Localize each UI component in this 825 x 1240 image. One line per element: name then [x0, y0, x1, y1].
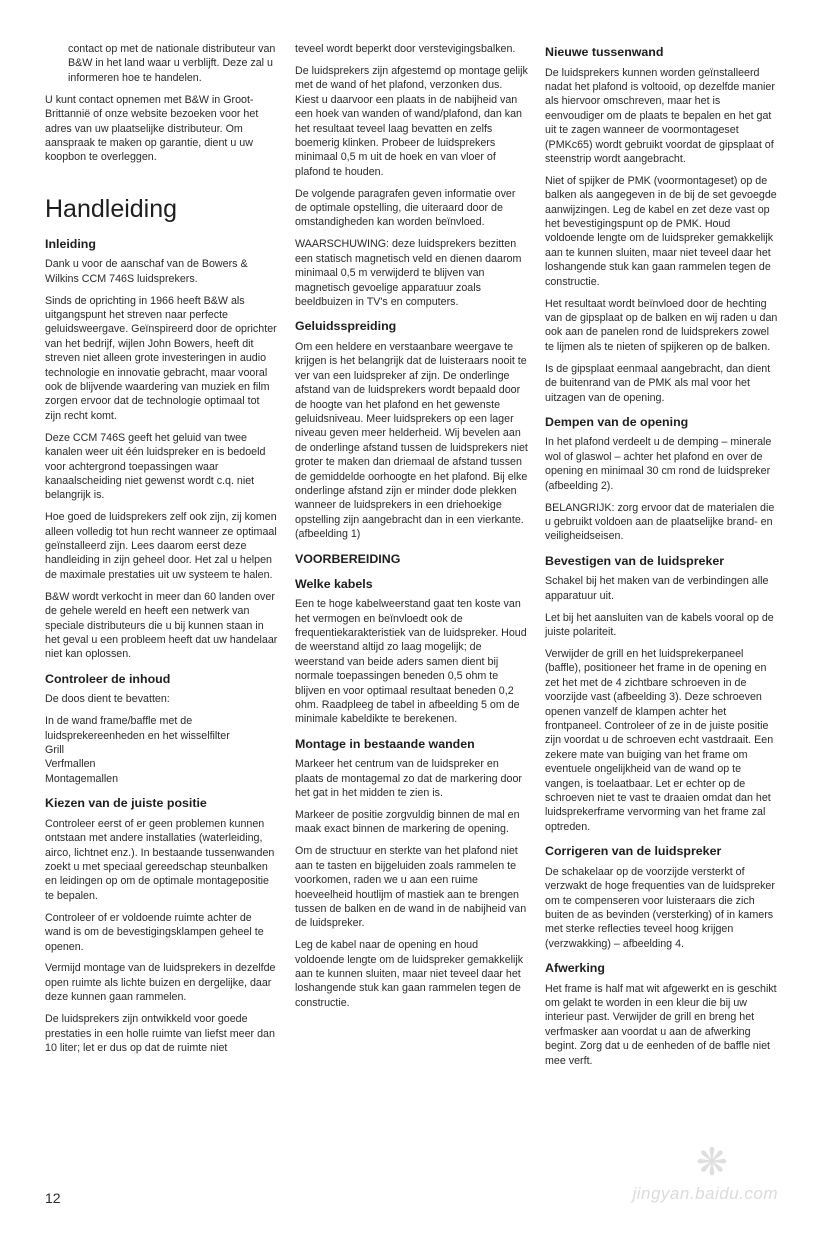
- paragraph: Dank u voor de aanschaf van de Bowers & Wilkins CCM 746S luidsprekers.: [45, 258, 248, 285]
- heading-corrigeren-luidspreker: Corrigeren van de luidspreker: [545, 844, 722, 859]
- paragraph: Let bij het aansluiten van de kabels vooral op de juiste polariteit.: [545, 611, 774, 638]
- paw-logo-icon: ❋: [696, 1142, 728, 1184]
- paragraph: Controleer eerst of er geen problemen kunnen ontstaan met andere installaties (waterleiding, airco, lichtnet enz.). In bestaande tussenwanden zoekt u met speciaal gereedschap steunbalken en leidingen op om de optimale montagepositie te bepalen.: [45, 817, 275, 902]
- list-item: Verfmallen: [45, 758, 96, 771]
- paragraph: Verwijder de grill en het luidsprekerpaneel (baffle), positioneer het frame in de opening en zet het met de 4 zichtbare schroeven in de voorzijde vast (afbeelding 3). Deze schroeven openen vanzelf de klampen achter het frontpaneel. Controleer of ze in de juiste positie zijn voordat u de schroeven echt vastdraait. Een zekere mate van buiging van het frame om eventuele ongelijkheid van de wand op te vangen, is toelaatbaar. Let er echter op de schroeven niet te vast te draaien omdat dan het luidsprekerframe vervorming van het frame zal optreden.: [545, 647, 774, 833]
- heading-welke-kabels: Welke kabels: [295, 576, 373, 591]
- paragraph-continued: teveel wordt beperkt door verstevigingsbalken.: [295, 43, 516, 55]
- paragraph: De luidsprekers kunnen worden geïnstalleerd nadat het plafond is voltooid, op dezelfde manier als hiervoor omschreven, maar het is eenvoudiger om de plaats te bepalen en het gat uit te zagen wanneer de voormontageset (PMKc65) wordt gebruikt voordat de gipsplaat of steenstrip wordt aangebracht.: [545, 66, 775, 165]
- paragraph: De doos dient te bevatten:: [45, 693, 170, 706]
- column-left: [45, 42, 278, 1063]
- column-middle: [295, 42, 528, 1018]
- heading-afwerking: Afwerking: [545, 961, 605, 976]
- paragraph: Markeer de positie zorgvuldig binnen de mal en maak exact binnen de markering de opening.: [295, 808, 520, 836]
- list-item: Montagemallen: [45, 772, 119, 785]
- heading-inleiding: Inleiding: [45, 236, 96, 251]
- heading-montage-bestaande-wanden: Montage in bestaande wanden: [295, 736, 475, 751]
- warning-paragraph: WAARSCHUWING: deze luidsprekers bezitten een statisch magnetisch veld en dienen daarom minimaal 0,5 m verwijderd te blijven van magnetisch gevoelige apparatuur zoals beeldbuizen in TV's en computers.: [295, 238, 522, 308]
- paragraph: Niet of spijker de PMK (voormontageset) op de balken als aangegeven in de bij de set gevoegde aanwijzingen. Leg de kabel en zet deze vast op het bevestigingspunt op de PMK. Houd voldoende lengte om de luidspreker gemakkelijk aan te kunnen sluiten, maar niet teveel daar het loshangende stuk kan gaan rammelen tegen de constructie.: [545, 174, 777, 288]
- column-right: [545, 42, 778, 1076]
- paragraph: Controleer of er voldoende ruimte achter de wand is om de bevestigingsklampen geheel te openen.: [45, 911, 264, 953]
- paragraph: Om de structuur en sterkte van het plafond niet aan te tasten en bijgeluiden zoals rammelen te voorkomen, raden we u aan een ruime hoeveelheid houtlijm of mastiek aan te brengen tussen de balken en de wand in de nabijheid van de luidspreker.: [295, 845, 527, 930]
- paragraph: Leg de kabel naar de opening en houd voldoende lengte om de luidspreker gemakkelijk aan te kunnen sluiten, maar niet teveel daar het loshangende stuk kan gaan rammelen tegen de constructie.: [295, 939, 524, 1009]
- paragraph: BELANGRIJK: zorg ervoor dat de materialen die u gebruikt voldoen aan de plaatselijke brand- en veiligheidseisen.: [545, 501, 775, 543]
- heading-dempen-opening: Dempen van de opening: [545, 414, 689, 429]
- heading-kiezen-positie: Kiezen van de juiste positie: [45, 796, 207, 811]
- paragraph: Hoe goed de luidsprekers zelf ook zijn, zij komen alleen volledig tot hun recht wanneer ze optimaal geïnstalleerd zijn. Lees daarom eerst deze handleiding in zijn geheel door. Het zal u helpen de maximale prestaties uit uw systeem te halen.: [45, 511, 277, 581]
- paragraph: Vermijd montage van de luidsprekers in dezelfde open ruimte als lichte buizen en dergelijke, daar deze kunnen gaan rammelen.: [45, 962, 276, 1004]
- paragraph: Schakel bij het maken van de verbindingen alle apparatuur uit.: [545, 575, 769, 602]
- paragraph: Het resultaat wordt beïnvloed door de hechting van de gipsplaat op de balken en wij raden u dan ook aan de panelen rond de luidsprekers zowel te lijmen als te nieten of spijkeren op de balken.: [545, 297, 778, 353]
- paragraph: In het plafond verdeelt u de demping – minerale wol of glaswol – achter het plafond en over de opening en minimaal 30 cm rond de luidspreker (afbeelding 2).: [545, 436, 772, 492]
- heading-voorbereiding: VOORBEREIDING: [295, 551, 401, 566]
- paragraph-uk-contact: U kunt contact opnemen met B&W in Groot-Brittannië of onze website bezoeken voor het adres van uw plaatselijke distributeur. Om aanspraak te maken op garantie, dient u uw koopbon te overleggen.: [45, 93, 259, 164]
- paragraph: Deze CCM 746S geeft het geluid van twee kanalen weer uit één luidspreker en is bedoeld voor achtergrond toepassingen waar kanaalscheiding niet gewenst wordt c.q. niet belangrijk is.: [45, 431, 266, 502]
- paragraph: Markeer het centrum van de luidspreker en plaats de montagemal zo dat de markering door het gat in het midden te zien is.: [295, 758, 522, 800]
- watermark-text: jingyan.baidu.com: [632, 1184, 778, 1203]
- paragraph: Het frame is half mat wit afgewerkt en is geschikt om gelakt te worden in een kleur die bij uw interieur past. Verwijder de grill en breng het verfmasker aan voordat u aan de afwerking begint. Zorg dat u de eenheden of de baffle niet mee verft.: [545, 982, 777, 1067]
- list-item: In de wand frame/baffle met de luidsprekereenheden en het wisselfilter: [45, 715, 230, 742]
- heading-nieuwe-tussenwand: Nieuwe tussenwand: [545, 45, 664, 59]
- heading-controleer-inhoud: Controleer de inhoud: [45, 671, 171, 686]
- paragraph: De luidsprekers zijn afgestemd op montage gelijk met de wand of het plafond, verzonken dus. Kiest u daarvoor een plaats in de nabijheid van een hoek van wanden of wand/plafond, dan kan het resultaat teveel laag bevatten en zelfs boemerig klinken. Probeer de luidsprekers minimaal 0,5 m uit de hoek en van vloer of plafond te houden.: [295, 64, 528, 178]
- paragraph: Is de gipsplaat eenmaal aangebracht, dan dient de buitenrand van de PMK als mal voor het uitzagen van de opening.: [545, 362, 771, 404]
- heading-geluidsspreiding: Geluidsspreiding: [295, 319, 397, 334]
- paragraph: De volgende paragrafen geven informatie over de optimale opstelling, die uiteraard door de omstandigheden kan worden beïnvloed.: [295, 187, 516, 229]
- paragraph-contact-continued: contact op met de nationale distributeur van B&W in het land waar u verblijft. Deze zal u informeren hoe te handelen.: [68, 43, 276, 84]
- paragraph: B&W wordt verkocht in meer dan 60 landen over de gehele wereld en heeft een netwerk van speciale distributeurs die u bij kunnen staan in het geval u een probleem heeft dat uw handelaar niet kan oplossen.: [45, 590, 278, 661]
- paragraph: Sinds de oprichting in 1966 heeft B&W als uitgangspunt het streven naar perfecte geluidsweergave. Geïnspireerd door de oprichter van het bedrijf, wijlen John Bowers, heeft dit streven niet alleen grote investeringen in audio technologie en innovatie gebracht, maar vooral ook de blijvende waardering van muziek en film zorgen ervoor dat de technologie optimaal tot zijn recht komt.: [45, 294, 277, 422]
- list-item: Grill: [45, 744, 64, 757]
- page-number: 12: [45, 1190, 61, 1206]
- paragraph: De schakelaar op de voorzijde versterkt of verzwakt de hoge frequenties van de luidspreker om te compenseren voor luisteraars die zich buiten de as bevinden (versterking) of in kamers met sterke reflecties teveel hoog krijgen (verzwakking) – afbeelding 4.: [545, 865, 775, 950]
- paragraph: Om een heldere en verstaanbare weergave te krijgen is het belangrijk dat de luisteraars nooit te ver van een luidspreker af zijn. De onderlinge afstand van de luidsprekers wordt bepaald door de hoogte van het plafond en het gewenste geluidsniveau. Meer luidsprekers op een lager niveau geven meer helderheid. Wij bevelen aan de onderlinge afstand tussen de luidsprekers niet groter te maken dan driemaal de afstand tussen de gemiddelde oorhoogte en het plafond. Bij elke onderlinge afstand zijn er minder dode plekken wanneer de luidsprekers in een driehoekige opstelling zijn aangebracht dan in een vierkante. (afbeelding 1): [295, 340, 528, 541]
- heading-bevestigen-luidspreker: Bevestigen van de luidspreker: [545, 553, 725, 568]
- paragraph: Een te hoge kabelweerstand gaat ten koste van het vermogen en beïnvloedt ook de frequentiekarakteristiek van de luidspreker. Houd de weerstand altijd zo laag mogelijk; de weerstand van beide aders samen dient bij normale toepassingen beneden 0,5 ohm te blijven en voor optimaal resultaat beneden 0,2 ohm. Raadpleeg de tabel in afbeelding 5 om de minimale kabeldikte te berekenen.: [295, 598, 527, 726]
- watermark: [600, 1140, 780, 1220]
- paragraph: De luidsprekers zijn ontwikkeld voor goede prestaties in een holle ruimte van liefst meer dan 10 liter; let er dus op dat de ruimte niet: [45, 1013, 275, 1054]
- page-title: Handleiding: [45, 194, 178, 223]
